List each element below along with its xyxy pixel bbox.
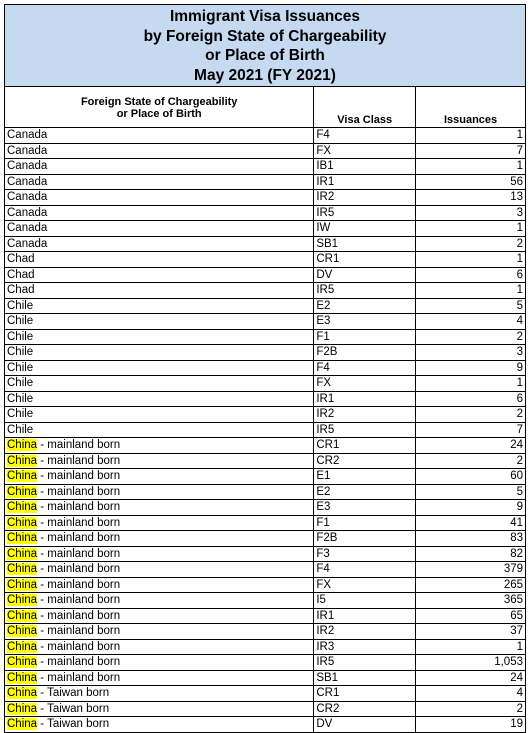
issuances-cell: 5 bbox=[416, 298, 526, 314]
visa-class-cell: IR1 bbox=[314, 174, 416, 190]
issuances-cell: 13 bbox=[416, 190, 526, 206]
state-cell bbox=[5, 438, 314, 454]
state-cell bbox=[5, 593, 314, 609]
country-name: Chile bbox=[7, 330, 34, 343]
country-name: China bbox=[7, 656, 38, 669]
visa-class-cell: IR5 bbox=[314, 422, 416, 438]
birth-qualifier: - mainland born bbox=[37, 485, 121, 498]
issuances-cell: 1 bbox=[416, 159, 526, 175]
issuances-cell: 82 bbox=[416, 546, 526, 562]
issuances-cell: 9 bbox=[416, 360, 526, 376]
table-row bbox=[5, 438, 526, 454]
issuances-cell: 4 bbox=[416, 314, 526, 330]
country-name: China bbox=[7, 594, 38, 607]
table-row bbox=[5, 267, 526, 283]
state-cell bbox=[5, 236, 314, 252]
visa-class-cell: FX bbox=[314, 376, 416, 392]
visa-class-cell: FX bbox=[314, 143, 416, 159]
birth-qualifier: - mainland born bbox=[37, 470, 121, 483]
issuances-cell: 83 bbox=[416, 531, 526, 547]
issuances-cell: 6 bbox=[416, 391, 526, 407]
country-name: Canada bbox=[7, 129, 48, 142]
country-name: Chad bbox=[7, 268, 35, 281]
issuances-cell: 2 bbox=[416, 407, 526, 423]
state-cell bbox=[5, 329, 314, 345]
visa-class-cell: F4 bbox=[314, 128, 416, 144]
country-name: China bbox=[7, 516, 38, 529]
state-cell bbox=[5, 531, 314, 547]
country-name: China bbox=[7, 563, 38, 576]
issuances-cell: 3 bbox=[416, 345, 526, 361]
visa-class-cell: IR5 bbox=[314, 205, 416, 221]
visa-class-cell: F2B bbox=[314, 531, 416, 547]
state-cell bbox=[5, 686, 314, 702]
table-row bbox=[5, 453, 526, 469]
table-row bbox=[5, 469, 526, 485]
country-name: Chile bbox=[7, 299, 34, 312]
state-cell bbox=[5, 267, 314, 283]
table-row bbox=[5, 515, 526, 531]
state-cell bbox=[5, 562, 314, 578]
visa-class-cell: IR5 bbox=[314, 655, 416, 671]
table-row bbox=[5, 252, 526, 268]
country-name: Canada bbox=[7, 144, 48, 157]
issuances-cell: 1 bbox=[416, 639, 526, 655]
issuances-cell: 65 bbox=[416, 608, 526, 624]
country-name: Canada bbox=[7, 206, 48, 219]
visa-class-cell: F1 bbox=[314, 515, 416, 531]
issuances-cell: 1,053 bbox=[416, 655, 526, 671]
visa-class-cell: F2B bbox=[314, 345, 416, 361]
visa-class-cell: E3 bbox=[314, 500, 416, 516]
column-header-state bbox=[5, 87, 314, 128]
country-name: Canada bbox=[7, 191, 48, 204]
visa-class-cell: CR2 bbox=[314, 453, 416, 469]
birth-qualifier: - mainland born bbox=[37, 609, 121, 622]
visa-class-cell: SB1 bbox=[314, 670, 416, 686]
table-row bbox=[5, 500, 526, 516]
state-cell bbox=[5, 376, 314, 392]
issuances-cell: 2 bbox=[416, 453, 526, 469]
table-row bbox=[5, 236, 526, 252]
visa-class-cell: F1 bbox=[314, 329, 416, 345]
visa-class-cell: IR1 bbox=[314, 608, 416, 624]
country-name: Chad bbox=[7, 284, 35, 297]
country-name: Chile bbox=[7, 315, 34, 328]
visa-class-cell: IR3 bbox=[314, 639, 416, 655]
state-cell bbox=[5, 345, 314, 361]
state-cell bbox=[5, 143, 314, 159]
issuances-cell: 60 bbox=[416, 469, 526, 485]
visa-issuance-sheet bbox=[4, 4, 526, 733]
state-cell bbox=[5, 283, 314, 299]
country-name: Canada bbox=[7, 237, 48, 250]
visa-class-cell: DV bbox=[314, 267, 416, 283]
issuances-cell: 7 bbox=[416, 143, 526, 159]
issuances-cell: 6 bbox=[416, 267, 526, 283]
issuances-cell: 1 bbox=[416, 283, 526, 299]
issuances-cell: 2 bbox=[416, 329, 526, 345]
country-name: China bbox=[7, 625, 38, 638]
visa-class-cell: IR2 bbox=[314, 190, 416, 206]
country-name: Chile bbox=[7, 408, 34, 421]
table-row bbox=[5, 484, 526, 500]
table-body bbox=[5, 128, 526, 733]
visa-class-cell: F3 bbox=[314, 546, 416, 562]
country-name: Canada bbox=[7, 160, 48, 173]
table-row bbox=[5, 143, 526, 159]
visa-class-cell: SB1 bbox=[314, 236, 416, 252]
title-line-4: May 2021 (FY 2021) bbox=[194, 66, 336, 84]
state-cell bbox=[5, 422, 314, 438]
birth-qualifier: - mainland born bbox=[37, 454, 121, 467]
title-line-1: Immigrant Visa Issuances bbox=[169, 8, 361, 25]
column-header-issuances: Issuances bbox=[416, 87, 526, 128]
state-cell bbox=[5, 314, 314, 330]
state-cell bbox=[5, 453, 314, 469]
issuances-cell: 2 bbox=[416, 236, 526, 252]
issuances-cell: 19 bbox=[416, 717, 526, 733]
country-name: China bbox=[7, 702, 38, 715]
table-row bbox=[5, 593, 526, 609]
table-row bbox=[5, 329, 526, 345]
table-row bbox=[5, 639, 526, 655]
visa-class-cell: CR2 bbox=[314, 701, 416, 717]
table-row bbox=[5, 376, 526, 392]
state-cell bbox=[5, 701, 314, 717]
birth-qualifier: - Taiwan born bbox=[37, 702, 110, 715]
table-row bbox=[5, 159, 526, 175]
column-header-state-line-1: Foreign State of Chargeability bbox=[80, 96, 238, 108]
country-name: China bbox=[7, 485, 38, 498]
birth-qualifier: - mainland born bbox=[37, 563, 121, 576]
birth-qualifier: - mainland born bbox=[37, 594, 121, 607]
title-line-2: by Foreign State of Chargeability bbox=[143, 27, 387, 45]
state-cell bbox=[5, 128, 314, 144]
issuances-cell: 265 bbox=[416, 577, 526, 593]
visa-class-cell: FX bbox=[314, 577, 416, 593]
country-name: Chile bbox=[7, 392, 34, 405]
birth-qualifier: - mainland born bbox=[37, 625, 121, 638]
table-row bbox=[5, 624, 526, 640]
country-name: China bbox=[7, 578, 38, 591]
state-cell bbox=[5, 252, 314, 268]
visa-class-cell: IR1 bbox=[314, 391, 416, 407]
state-cell bbox=[5, 515, 314, 531]
state-cell bbox=[5, 205, 314, 221]
visa-class-cell: CR1 bbox=[314, 686, 416, 702]
table-row bbox=[5, 546, 526, 562]
state-cell bbox=[5, 624, 314, 640]
visa-class-cell: E1 bbox=[314, 469, 416, 485]
state-cell bbox=[5, 717, 314, 733]
country-name: Chile bbox=[7, 423, 34, 436]
visa-class-cell: CR1 bbox=[314, 438, 416, 454]
birth-qualifier: - Taiwan born bbox=[37, 687, 110, 700]
table-row bbox=[5, 608, 526, 624]
visa-class-cell: IR2 bbox=[314, 624, 416, 640]
table-row bbox=[5, 701, 526, 717]
state-cell bbox=[5, 190, 314, 206]
report-title bbox=[4, 4, 526, 86]
state-cell bbox=[5, 639, 314, 655]
country-name: Chile bbox=[7, 346, 34, 359]
table-row bbox=[5, 128, 526, 144]
table-row bbox=[5, 221, 526, 237]
country-name: China bbox=[7, 439, 38, 452]
state-cell bbox=[5, 546, 314, 562]
visa-class-cell: E2 bbox=[314, 484, 416, 500]
table-row bbox=[5, 298, 526, 314]
issuances-cell: 56 bbox=[416, 174, 526, 190]
issuances-cell: 41 bbox=[416, 515, 526, 531]
table-row bbox=[5, 562, 526, 578]
issuances-cell: 4 bbox=[416, 686, 526, 702]
issuances-cell: 24 bbox=[416, 438, 526, 454]
table-row bbox=[5, 174, 526, 190]
state-cell bbox=[5, 469, 314, 485]
birth-qualifier: - mainland born bbox=[37, 532, 121, 545]
issuances-cell: 1 bbox=[416, 252, 526, 268]
country-name: China bbox=[7, 609, 38, 622]
country-name: Chile bbox=[7, 361, 34, 374]
country-name: Chad bbox=[7, 253, 35, 266]
issuances-cell: 5 bbox=[416, 484, 526, 500]
issuances-cell: 24 bbox=[416, 670, 526, 686]
visa-class-cell: E3 bbox=[314, 314, 416, 330]
state-cell bbox=[5, 577, 314, 593]
birth-qualifier: - mainland born bbox=[37, 640, 121, 653]
issuances-cell: 3 bbox=[416, 205, 526, 221]
visa-class-cell: CR1 bbox=[314, 252, 416, 268]
column-header-visa-class: Visa Class bbox=[314, 87, 416, 128]
country-name: China bbox=[7, 640, 38, 653]
state-cell bbox=[5, 298, 314, 314]
birth-qualifier: - mainland born bbox=[37, 516, 121, 529]
issuances-cell: 1 bbox=[416, 128, 526, 144]
country-name: Chile bbox=[7, 377, 34, 390]
issuances-cell: 7 bbox=[416, 422, 526, 438]
table-row bbox=[5, 686, 526, 702]
state-cell bbox=[5, 608, 314, 624]
visa-class-cell: IW bbox=[314, 221, 416, 237]
title-line-3: or Place of Birth bbox=[205, 47, 325, 64]
country-name: China bbox=[7, 671, 38, 684]
birth-qualifier: - mainland born bbox=[37, 578, 121, 591]
visa-class-cell: DV bbox=[314, 717, 416, 733]
table-row bbox=[5, 391, 526, 407]
country-name: China bbox=[7, 470, 38, 483]
table-row bbox=[5, 205, 526, 221]
birth-qualifier: - mainland born bbox=[37, 439, 121, 452]
country-name: China bbox=[7, 718, 38, 731]
table-row bbox=[5, 190, 526, 206]
table-row bbox=[5, 670, 526, 686]
table-header-row bbox=[5, 87, 526, 128]
state-cell bbox=[5, 407, 314, 423]
state-cell bbox=[5, 391, 314, 407]
visa-class-cell: F4 bbox=[314, 360, 416, 376]
visa-class-cell: IB1 bbox=[314, 159, 416, 175]
state-cell bbox=[5, 221, 314, 237]
country-name: China bbox=[7, 454, 38, 467]
birth-qualifier: - mainland born bbox=[37, 656, 121, 669]
state-cell bbox=[5, 174, 314, 190]
state-cell bbox=[5, 159, 314, 175]
issuances-cell: 37 bbox=[416, 624, 526, 640]
visa-class-cell: I5 bbox=[314, 593, 416, 609]
state-cell bbox=[5, 484, 314, 500]
visa-class-cell: F4 bbox=[314, 562, 416, 578]
table-row bbox=[5, 717, 526, 733]
country-name: China bbox=[7, 547, 38, 560]
country-name: China bbox=[7, 501, 38, 514]
issuances-cell: 379 bbox=[416, 562, 526, 578]
table-row bbox=[5, 577, 526, 593]
table-row bbox=[5, 314, 526, 330]
birth-qualifier: - mainland born bbox=[37, 501, 121, 514]
country-name: China bbox=[7, 532, 38, 545]
issuances-cell: 1 bbox=[416, 376, 526, 392]
country-name: China bbox=[7, 687, 38, 700]
state-cell bbox=[5, 500, 314, 516]
country-name: Canada bbox=[7, 175, 48, 188]
table-row bbox=[5, 531, 526, 547]
state-cell bbox=[5, 360, 314, 376]
issuances-cell: 1 bbox=[416, 221, 526, 237]
country-name: Canada bbox=[7, 222, 48, 235]
birth-qualifier: - mainland born bbox=[37, 547, 121, 560]
visa-class-cell: IR5 bbox=[314, 283, 416, 299]
visa-class-cell: IR2 bbox=[314, 407, 416, 423]
issuances-cell: 2 bbox=[416, 701, 526, 717]
issuances-cell: 365 bbox=[416, 593, 526, 609]
issuance-table bbox=[4, 86, 526, 733]
visa-class-cell: E2 bbox=[314, 298, 416, 314]
table-row bbox=[5, 422, 526, 438]
table-row bbox=[5, 345, 526, 361]
table-row bbox=[5, 655, 526, 671]
birth-qualifier: - mainland born bbox=[37, 671, 121, 684]
state-cell bbox=[5, 670, 314, 686]
column-header-state-line-2: or Place of Birth bbox=[116, 108, 202, 120]
state-cell bbox=[5, 655, 314, 671]
table-row bbox=[5, 407, 526, 423]
issuances-cell: 9 bbox=[416, 500, 526, 516]
table-row bbox=[5, 283, 526, 299]
birth-qualifier: - Taiwan born bbox=[37, 718, 110, 731]
table-row bbox=[5, 360, 526, 376]
